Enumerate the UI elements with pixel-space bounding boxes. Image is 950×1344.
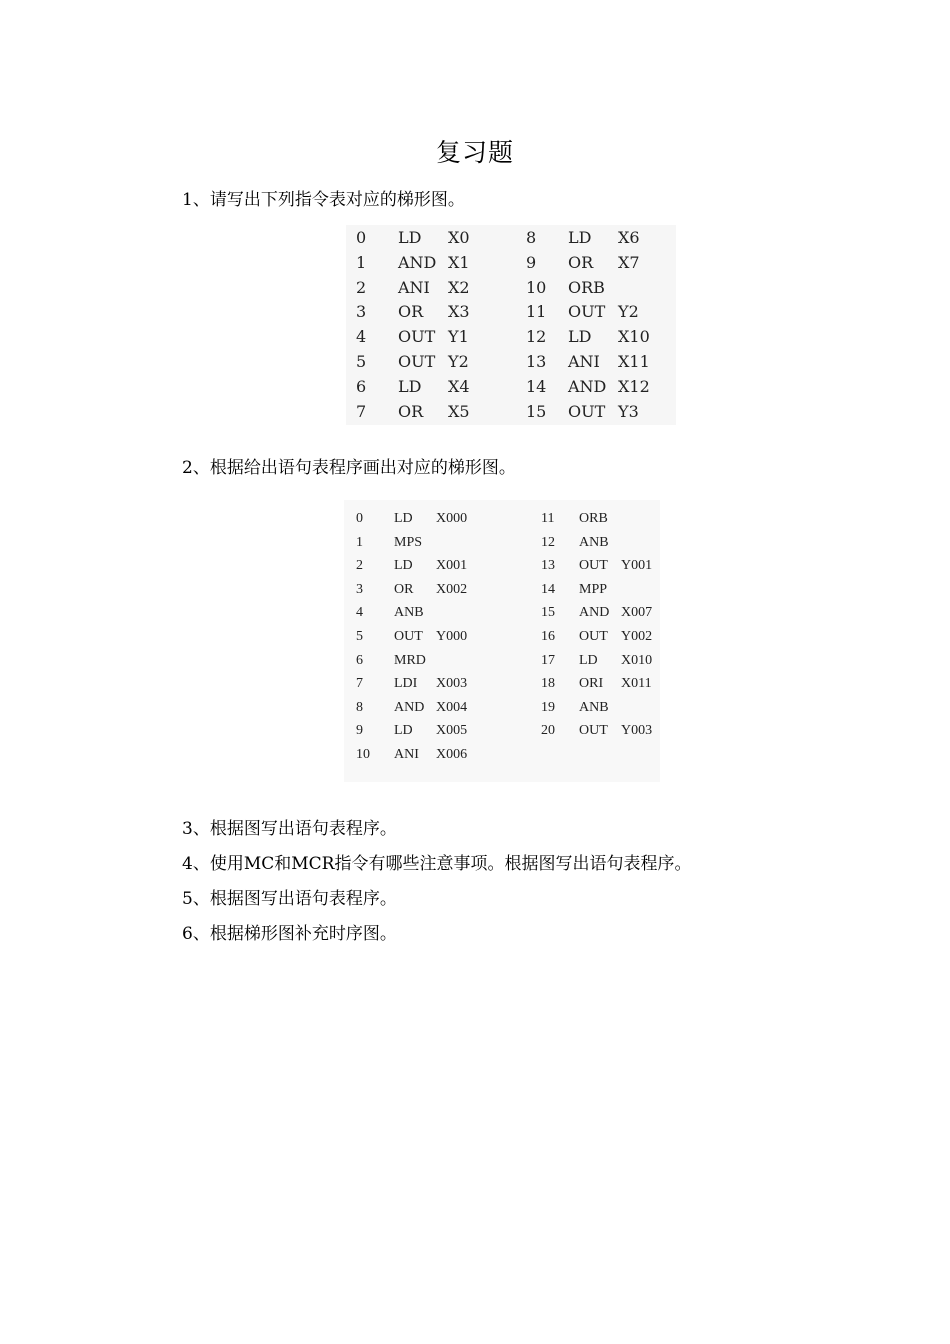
instruction-operand: X002 bbox=[436, 581, 468, 597]
page-title: 复习题 bbox=[435, 138, 514, 167]
instruction-mnemonic: MPP bbox=[579, 581, 608, 597]
instruction-mnemonic: ANI bbox=[398, 277, 430, 297]
instruction-mnemonic: OUT bbox=[394, 629, 423, 644]
instruction-mnemonic: ANI bbox=[568, 352, 600, 371]
instruction-mnemonic: OUT bbox=[568, 401, 606, 421]
step-number: 2 bbox=[356, 558, 363, 574]
step-number: 6 bbox=[356, 652, 363, 668]
instruction-mnemonic: ORI bbox=[579, 676, 604, 692]
instruction-operand: X004 bbox=[436, 699, 468, 715]
instruction-operand: X001 bbox=[436, 558, 468, 574]
step-number: 10 bbox=[526, 277, 547, 297]
step-number: 12 bbox=[526, 327, 547, 347]
step-number: 0 bbox=[356, 511, 363, 526]
instruction-mnemonic: OUT bbox=[398, 327, 436, 347]
instruction-operand: X4 bbox=[448, 376, 470, 396]
instruction-mnemonic: MRD bbox=[394, 652, 426, 668]
step-number: 3 bbox=[356, 581, 363, 597]
step-number: 14 bbox=[526, 376, 547, 396]
step-number: 6 bbox=[356, 376, 367, 396]
instruction-operand: X007 bbox=[621, 605, 653, 621]
step-number: 5 bbox=[356, 352, 367, 371]
instruction-mnemonic: OUT bbox=[398, 352, 436, 371]
step-number: 16 bbox=[541, 629, 555, 644]
step-number: 5 bbox=[356, 629, 363, 644]
step-number: 1 bbox=[356, 534, 363, 550]
step-number: 7 bbox=[356, 676, 363, 692]
instruction-mnemonic: LD bbox=[394, 558, 413, 574]
instruction-mnemonic: LD bbox=[398, 228, 422, 247]
step-number: 4 bbox=[356, 605, 363, 621]
instruction-operand: X12 bbox=[618, 376, 650, 396]
step-number: 19 bbox=[541, 699, 555, 715]
instruction-mnemonic: LD bbox=[568, 228, 592, 247]
instruction-operand: X3 bbox=[448, 302, 470, 322]
instruction-mnemonic: ORB bbox=[568, 277, 605, 297]
step-number: 11 bbox=[541, 511, 555, 526]
instruction-operand: X0 bbox=[448, 228, 470, 247]
step-number: 14 bbox=[541, 581, 555, 597]
step-number: 9 bbox=[356, 723, 363, 739]
step-number: 15 bbox=[541, 605, 555, 621]
instruction-mnemonic: LD bbox=[398, 376, 422, 396]
step-number: 10 bbox=[356, 747, 370, 762]
question-4: 4、使用MC和MCR指令有哪些注意事项。根据图写出语句表程序。 bbox=[182, 854, 692, 874]
instruction-operand: X11 bbox=[618, 352, 650, 371]
instruction-operand: X005 bbox=[436, 723, 468, 739]
instruction-operand: X006 bbox=[436, 747, 468, 762]
step-number: 13 bbox=[526, 352, 547, 371]
instruction-mnemonic: ANB bbox=[579, 534, 609, 550]
step-number: 15 bbox=[526, 401, 547, 421]
question-3: 3、根据图写出语句表程序。 bbox=[182, 819, 397, 839]
question-2: 2、根据给出语句表程序画出对应的梯形图。 bbox=[182, 458, 516, 478]
instruction-operand: Y000 bbox=[436, 629, 468, 644]
instruction-operand: X10 bbox=[618, 327, 650, 347]
instruction-mnemonic: AND bbox=[394, 699, 425, 715]
step-number: 1 bbox=[356, 252, 367, 272]
step-number: 11 bbox=[526, 302, 547, 322]
question-1: 1、请写出下列指令表对应的梯形图。 bbox=[182, 190, 465, 210]
instruction-mnemonic: LD bbox=[394, 723, 413, 739]
instruction-mnemonic: OUT bbox=[568, 302, 606, 322]
step-number: 7 bbox=[356, 401, 367, 421]
instruction-mnemonic: ANI bbox=[394, 747, 419, 762]
instruction-mnemonic: ANB bbox=[579, 699, 609, 715]
step-number: 12 bbox=[541, 534, 555, 550]
instruction-operand: X003 bbox=[436, 676, 468, 692]
instruction-mnemonic: OR bbox=[568, 252, 594, 272]
instruction-operand: X011 bbox=[621, 676, 652, 692]
instruction-list-image-2 bbox=[344, 500, 660, 782]
instruction-operand: Y2 bbox=[618, 302, 639, 322]
step-number: 9 bbox=[526, 252, 537, 272]
instruction-operand: Y3 bbox=[618, 401, 639, 421]
question-6: 6、根据梯形图补充时序图。 bbox=[182, 924, 397, 944]
step-number: 0 bbox=[356, 228, 367, 247]
instruction-mnemonic: LD bbox=[579, 652, 598, 668]
instruction-operand: Y2 bbox=[448, 352, 469, 371]
instruction-mnemonic: OUT bbox=[579, 558, 608, 574]
instruction-operand: Y001 bbox=[621, 558, 653, 574]
instruction-mnemonic: AND bbox=[398, 252, 437, 272]
instruction-operand: X7 bbox=[618, 252, 640, 272]
instruction-mnemonic: OUT bbox=[579, 629, 608, 644]
instruction-mnemonic: OUT bbox=[579, 723, 608, 739]
instruction-operand: Y1 bbox=[448, 327, 469, 347]
instruction-mnemonic: AND bbox=[568, 376, 607, 396]
step-number: 3 bbox=[356, 302, 367, 322]
instruction-mnemonic: OR bbox=[398, 401, 424, 421]
step-number: 2 bbox=[356, 277, 367, 297]
step-number: 17 bbox=[541, 652, 555, 668]
instruction-operand: X2 bbox=[448, 277, 470, 297]
instruction-mnemonic: OR bbox=[394, 581, 414, 597]
step-number: 18 bbox=[541, 676, 555, 692]
instruction-list-image-1 bbox=[346, 225, 676, 425]
instruction-operand: Y003 bbox=[621, 723, 653, 739]
instruction-operand: X5 bbox=[448, 401, 470, 421]
instruction-mnemonic: LD bbox=[568, 327, 592, 347]
question-5: 5、根据图写出语句表程序。 bbox=[182, 889, 397, 909]
instruction-mnemonic: MPS bbox=[394, 534, 423, 550]
instruction-mnemonic: LD bbox=[394, 511, 413, 526]
instruction-operand: X010 bbox=[621, 652, 653, 668]
step-number: 8 bbox=[356, 699, 363, 715]
instruction-mnemonic: OR bbox=[398, 302, 424, 322]
instruction-mnemonic: ORB bbox=[579, 511, 608, 526]
instruction-mnemonic: AND bbox=[579, 605, 610, 621]
step-number: 20 bbox=[541, 723, 555, 739]
step-number: 13 bbox=[541, 558, 555, 574]
step-number: 8 bbox=[526, 228, 537, 247]
instruction-operand: X000 bbox=[436, 511, 468, 526]
instruction-mnemonic: LDI bbox=[394, 676, 418, 692]
step-number: 4 bbox=[356, 327, 367, 347]
instruction-mnemonic: ANB bbox=[394, 605, 424, 621]
instruction-operand: X6 bbox=[618, 228, 640, 247]
instruction-operand: X1 bbox=[448, 252, 470, 272]
instruction-operand: Y002 bbox=[621, 629, 653, 644]
